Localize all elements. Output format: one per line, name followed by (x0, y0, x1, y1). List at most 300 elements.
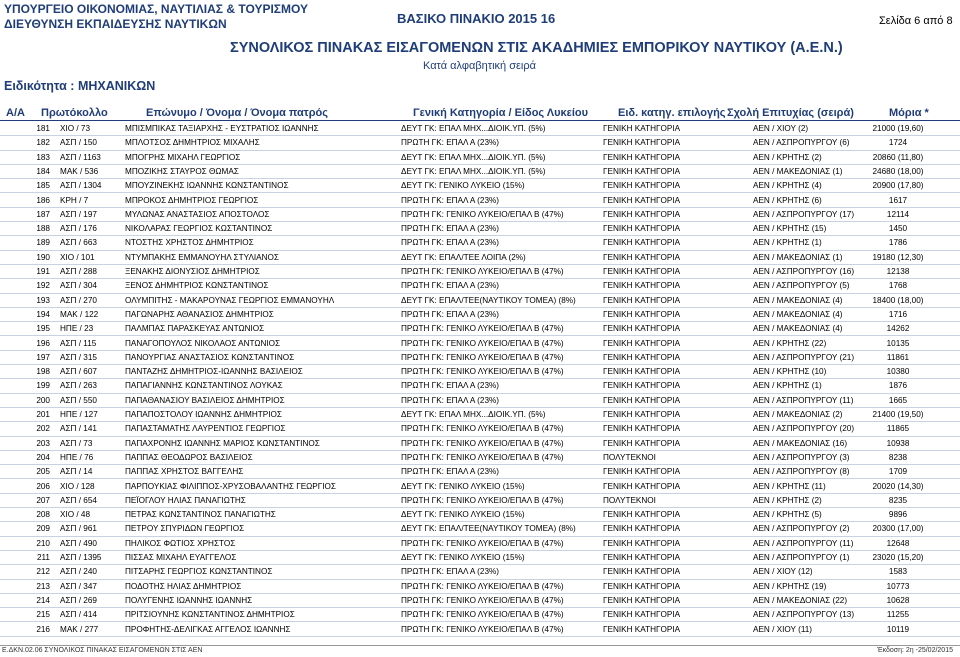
cell-points: 10135 (886, 338, 910, 348)
basic-table-title: ΒΑΣΙΚΟ ΠΙΝΑΚΙΟ 2015 16 (397, 11, 556, 26)
table-row (0, 379, 960, 393)
cell-school: ΑΕΝ / ΑΣΠΡΟΠΥΡΓΟΥ (17) (753, 209, 855, 219)
cell-name: ΝΤΥΜΠΑΚΗΣ ΕΜΜΑΝΟΥΗΛ ΣΤΥΛΙΑΝΟΣ (125, 252, 279, 262)
cell-category: ΠΡΩΤΗ ΓΚ: ΓΕΝΙΚΟ ΛΥΚΕΙΟ/ΕΠΑΛ Β (47%) (401, 338, 564, 348)
cell-number: 193 (36, 295, 50, 305)
cell-category: ΠΡΩΤΗ ΓΚ: ΓΕΝΙΚΟ ΛΥΚΕΙΟ/ΕΠΑΛ Β (47%) (401, 595, 564, 605)
table-row (0, 551, 960, 565)
cell-school: ΑΕΝ / ΑΣΠΡΟΠΥΡΓΟΥ (11) (753, 538, 854, 548)
cell-category: ΠΡΩΤΗ ΓΚ: ΕΠΑΛ Α (23%) (401, 381, 500, 391)
cell-points: 1665 (888, 395, 908, 405)
cell-category: ΔΕΥΤ ΓΚ: ΓΕΝΙΚΟ ΛΥΚΕΙΟ (15%) (401, 510, 525, 520)
cell-selection-type: ΓΕΝΙΚΗ ΚΑΤΗΓΟΡΙΑ (603, 267, 681, 276)
cell-category: ΠΡΩΤΗ ΓΚ: ΓΕΝΙΚΟ ΛΥΚΕΙΟ/ΕΠΑΛ Β (47%) (401, 610, 564, 620)
cell-number: 208 (36, 510, 50, 520)
cell-name: ΜΥΛΩΝΑΣ ΑΝΑΣΤΑΣΙΟΣ ΑΠΟΣΤΟΛΟΣ (125, 209, 270, 219)
cell-number: 192 (36, 281, 50, 291)
cell-category: ΠΡΩΤΗ ΓΚ: ΕΠΑΛ Α (23%) (401, 309, 500, 319)
table-row (0, 308, 960, 322)
cell-name: ΟΛΥΜΠΙΤΗΣ - ΜΑΚΑΡΟΥΝΑΣ ΓΕΩΡΓΙΟΣ ΕΜΜΑΝΟΥΗΛ (125, 295, 335, 305)
cell-school: ΑΕΝ / ΧΙΟΥ (12) (753, 567, 813, 577)
cell-name: ΠΑΠΑΘΑΝΑΣΙΟΥ ΒΑΣΙΛΕΙΟΣ ΔΗΜΗΤΡΙΟΣ (125, 395, 285, 405)
cell-protocol: ΑΣΠ / 663 (60, 238, 97, 248)
cell-school: ΑΕΝ / ΚΡΗΤΗΣ (2) (753, 152, 822, 162)
cell-name: ΠΗΛΙΚΟΣ ΦΩΤΙΟΣ ΧΡΗΣΤΟΣ (125, 538, 236, 548)
cell-category: ΠΡΩΤΗ ΓΚ: ΕΠΑΛ Α (23%) (401, 238, 500, 248)
table-row (0, 136, 960, 150)
cell-selection-type: ΓΕΝΙΚΗ ΚΑΤΗΓΟΡΙΑ (603, 595, 681, 605)
cell-number: 183 (36, 152, 50, 162)
cell-points: 1709 (888, 467, 908, 477)
cell-category: ΔΕΥΤ ΓΚ: ΕΠΑΛ ΜΗΧ...ΔΙΟΙΚ.ΥΠ. (5%) (401, 152, 546, 162)
cell-points: 20300 (17,00) (872, 524, 924, 534)
cell-protocol: ΑΣΠ / 1304 (60, 181, 102, 191)
cell-category: ΠΡΩΤΗ ΓΚ: ΓΕΝΙΚΟ ΛΥΚΕΙΟ/ΕΠΑΛ Β (47%) (401, 538, 564, 548)
col-header-category: Γενική Κατηγορία / Είδος Λυκείου (413, 107, 589, 119)
cell-number: 212 (36, 567, 50, 577)
cell-protocol: ΜΑΚ / 536 (60, 166, 99, 176)
cell-number: 207 (36, 495, 50, 505)
cell-protocol: ΜΑΚ / 122 (60, 309, 99, 319)
cell-points: 12138 (886, 267, 910, 276)
table-row (0, 165, 960, 179)
cell-school: ΑΕΝ / ΑΣΠΡΟΠΥΡΓΟΥ (8) (753, 467, 850, 477)
cell-protocol: ΑΣΠ / 607 (60, 367, 97, 377)
cell-category: ΔΕΥΤ ΓΚ: ΕΠΑΛ/ΤΕΕ(ΝΑΥΤΙΚΟΥ ΤΟΜΕΑ) (8%) (401, 295, 576, 305)
cell-points: 12114 (886, 209, 910, 219)
table-row (0, 565, 960, 579)
cell-number: 206 (36, 481, 50, 491)
table-row (0, 394, 960, 408)
cell-category: ΔΕΥΤ ΓΚ: ΕΠΑΛ/ΤΕΕ(ΝΑΥΤΙΚΟΥ ΤΟΜΕΑ) (8%) (401, 524, 576, 534)
cell-number: 201 (36, 410, 50, 419)
table-row (0, 408, 960, 422)
cell-points: 1768 (888, 281, 908, 291)
cell-school: ΑΕΝ / ΑΣΠΡΟΠΥΡΓΟΥ (1) (753, 553, 850, 562)
cell-selection-type: ΓΕΝΙΚΗ ΚΑΤΗΓΟΡΙΑ (603, 338, 681, 348)
footer-version: Έκδοση: 2η -25/02/2015 (877, 647, 953, 654)
cell-school: ΑΕΝ / ΜΑΚΕΔΟΝΙΑΣ (4) (753, 295, 843, 305)
table-row (0, 179, 960, 193)
cell-name: ΠΙΤΣΑΡΗΣ ΓΕΩΡΓΙΟΣ ΚΩΝΣΤΑΝΤΙΝΟΣ (125, 567, 273, 577)
cell-selection-type: ΓΕΝΙΚΗ ΚΑΤΗΓΟΡΙΑ (603, 438, 681, 448)
cell-school: ΑΕΝ / ΑΣΠΡΟΠΥΡΓΟΥ (3) (753, 452, 850, 462)
cell-category: ΔΕΥΤ ΓΚ: ΕΠΑΛ ΜΗΧ...ΔΙΟΙΚ.ΥΠ. (5%) (401, 166, 546, 176)
cell-category: ΠΡΩΤΗ ΓΚ: ΕΠΑΛ Α (23%) (401, 224, 500, 234)
cell-school: ΑΕΝ / ΚΡΗΤΗΣ (5) (753, 510, 822, 520)
cell-selection-type: ΓΕΝΙΚΗ ΚΑΤΗΓΟΡΙΑ (603, 481, 681, 491)
cell-school: ΑΕΝ / ΜΑΚΕΔΟΝΙΑΣ (1) (753, 166, 843, 176)
cell-selection-type: ΓΕΝΙΚΗ ΚΑΤΗΓΟΡΙΑ (603, 252, 681, 262)
cell-number: 214 (36, 595, 50, 605)
cell-school: ΑΕΝ / ΑΣΠΡΟΠΥΡΓΟΥ (21) (753, 352, 855, 362)
cell-selection-type: ΓΕΝΙΚΗ ΚΑΤΗΓΟΡΙΑ (603, 624, 681, 634)
cell-school: ΑΕΝ / ΜΑΚΕΔΟΝΙΑΣ (1) (753, 252, 843, 262)
cell-category: ΠΡΩΤΗ ΓΚ: ΓΕΝΙΚΟ ΛΥΚΕΙΟ/ΕΠΑΛ Β (47%) (401, 267, 564, 276)
cell-selection-type: ΓΕΝΙΚΗ ΚΑΤΗΓΟΡΙΑ (603, 524, 681, 534)
cell-protocol: ΗΠΕ / 23 (60, 324, 94, 334)
cell-number: 200 (36, 395, 50, 405)
cell-category: ΔΕΥΤ ΓΚ: ΓΕΝΙΚΟ ΛΥΚΕΙΟ (15%) (401, 553, 525, 562)
col-header-name: Επώνυμο / Όνομα / Όνομα πατρός (146, 107, 328, 119)
table-row (0, 580, 960, 594)
cell-number: 203 (36, 438, 50, 448)
cell-number: 198 (36, 367, 50, 377)
cell-category: ΔΕΥΤ ΓΚ: ΓΕΝΙΚΟ ΛΥΚΕΙΟ (15%) (401, 481, 525, 491)
cell-selection-type: ΓΕΝΙΚΗ ΚΑΤΗΓΟΡΙΑ (603, 309, 681, 319)
cell-name: ΠΑΠΑΓΙΑΝΝΗΣ ΚΩΝΣΤΑΝΤΙΝΟΣ ΛΟΥΚΑΣ (125, 381, 283, 391)
cell-protocol: ΑΣΠ / 240 (60, 567, 97, 577)
cell-name: ΠΑΓΩΝΑΡΗΣ ΑΘΑΝΑΣΙΟΣ ΔΗΜΗΤΡΙΟΣ (125, 309, 274, 319)
cell-protocol: ΑΣΠ / 141 (60, 424, 97, 434)
cell-points: 10119 (886, 624, 910, 634)
cell-protocol: ΑΣΠ / 347 (60, 581, 97, 591)
cell-protocol: ΑΣΠ / 1395 (60, 553, 102, 562)
table-row (0, 294, 960, 308)
cell-school: ΑΕΝ / ΚΡΗΤΗΣ (22) (753, 338, 827, 348)
cell-protocol: ΧΙΟ / 101 (60, 252, 95, 262)
cell-school: ΑΕΝ / ΜΑΚΕΔΟΝΙΑΣ (4) (753, 309, 843, 319)
table-row (0, 151, 960, 165)
cell-name: ΝΙΚΟΛΑΡΑΣ ΓΕΩΡΓΙΟΣ ΚΩΣΤΑΝΤΙΝΟΣ (125, 224, 273, 234)
cell-school: ΑΕΝ / ΑΣΠΡΟΠΥΡΓΟΥ (11) (753, 395, 854, 405)
cell-selection-type: ΓΕΝΙΚΗ ΚΑΤΗΓΟΡΙΑ (603, 195, 681, 205)
cell-selection-type: ΓΕΝΙΚΗ ΚΑΤΗΓΟΡΙΑ (603, 410, 681, 419)
cell-points: 1716 (888, 309, 908, 319)
cell-school: ΑΕΝ / ΚΡΗΤΗΣ (10) (753, 367, 827, 377)
cell-school: ΑΕΝ / ΑΣΠΡΟΠΥΡΓΟΥ (5) (753, 281, 850, 291)
cell-category: ΠΡΩΤΗ ΓΚ: ΓΕΝΙΚΟ ΛΥΚΕΙΟ/ΕΠΑΛ Β (47%) (401, 367, 564, 377)
table-row (0, 437, 960, 451)
table-row (0, 194, 960, 208)
cell-school: ΑΕΝ / ΚΡΗΤΗΣ (19) (753, 581, 827, 591)
cell-number: 196 (36, 338, 50, 348)
cell-name: ΠΑΡΠΟΥΚΙΑΣ ΦΙΛΙΠΠΟΣ-ΧΡΥΣΟΒΑΛΑΝΤΗΣ ΓΕΩΡΓΙΟΣ (125, 481, 336, 491)
cell-category: ΠΡΩΤΗ ΓΚ: ΕΠΑΛ Α (23%) (401, 567, 500, 577)
cell-school: ΑΕΝ / ΑΣΠΡΟΠΥΡΓΟΥ (20) (753, 424, 855, 434)
page-number: Σελίδα 6 από 8 (879, 15, 953, 27)
table-row (0, 508, 960, 522)
cell-category: ΠΡΩΤΗ ΓΚ: ΓΕΝΙΚΟ ΛΥΚΕΙΟ/ΕΠΑΛ Β (47%) (401, 581, 564, 591)
cell-name: ΜΠΟΖΙΚΗΣ ΣΤΑΥΡΟΣ ΘΩΜΑΣ (125, 166, 239, 176)
cell-points: 11861 (886, 352, 910, 362)
cell-number: 204 (36, 452, 50, 462)
cell-points: 18400 (18,00) (872, 295, 924, 305)
cell-protocol: ΑΣΠ / 414 (60, 610, 97, 620)
table-row (0, 337, 960, 351)
footer-document-code: Ε.ΔΚΝ.02.06 ΣΥΝΟΛΙΚΟΣ ΠΙΝΑΚΑΣ ΕΙΣΑΓΟΜΕΝΩΝ ΣΤΙΣ ΑΕΝ (2, 647, 203, 654)
cell-protocol: ΑΣΠ / 550 (60, 395, 97, 405)
cell-number: 209 (36, 524, 50, 534)
cell-protocol: ΑΣΠ / 150 (60, 138, 97, 148)
cell-protocol: ΚΡΗ / 7 (60, 195, 89, 205)
table-row (0, 494, 960, 508)
cell-selection-type: ΓΕΝΙΚΗ ΚΑΤΗΓΟΡΙΑ (603, 166, 681, 176)
cell-name: ΜΠΟΥΖΙΝΕΚΗΣ ΙΩΑΝΝΗΣ ΚΩΝΣΤΑΝΤΙΝΟΣ (125, 181, 289, 191)
table-row (0, 222, 960, 236)
cell-name: ΞΕΝΑΚΗΣ ΔΙΟΝΥΣΙΟΣ ΔΗΜΗΤΡΙΟΣ (125, 267, 260, 276)
cell-selection-type: ΓΕΝΙΚΗ ΚΑΤΗΓΟΡΙΑ (603, 281, 681, 291)
cell-name: ΜΠΡΟΚΟΣ ΔΗΜΗΤΡΙΟΣ ΓΕΩΡΓΙΟΣ (125, 195, 259, 205)
cell-name: ΠΑΠΠΑΣ ΧΡΗΣΤΟΣ ΒΑΓΓΕΛΗΣ (125, 467, 244, 477)
cell-number: 195 (36, 324, 50, 334)
cell-points: 21000 (19,60) (872, 124, 924, 133)
cell-name: ΠΕΤΡΑΣ ΚΩΝΣΤΑΝΤΙΝΟΣ ΠΑΝΑΓΙΩΤΗΣ (125, 510, 276, 520)
sort-order-label: Κατά αλφαβητική σειρά (423, 60, 536, 72)
cell-name: ΠΑΠΑΠΟΣΤΟΛΟΥ ΙΩΑΝΝΗΣ ΔΗΜΗΤΡΙΟΣ (125, 410, 282, 419)
cell-number: 213 (36, 581, 50, 591)
cell-selection-type: ΓΕΝΙΚΗ ΚΑΤΗΓΟΡΙΑ (603, 209, 681, 219)
header-divider (0, 120, 960, 121)
cell-category: ΠΡΩΤΗ ΓΚ: ΓΕΝΙΚΟ ΛΥΚΕΙΟ/ΕΠΑΛ Β (47%) (401, 438, 564, 448)
cell-points: 1617 (888, 195, 908, 205)
cell-selection-type: ΓΕΝΙΚΗ ΚΑΤΗΓΟΡΙΑ (603, 510, 681, 520)
table-row (0, 623, 960, 637)
cell-number: 211 (36, 553, 50, 562)
cell-selection-type: ΓΕΝΙΚΗ ΚΑΤΗΓΟΡΙΑ (603, 238, 681, 248)
cell-selection-type: ΓΕΝΙΚΗ ΚΑΤΗΓΟΡΙΑ (603, 367, 681, 377)
cell-name: ΠΙΣΣΑΣ ΜΙΧΑΗΛ ΕΥΑΓΓΕΛΟΣ (125, 553, 237, 562)
cell-points: 1450 (888, 224, 908, 234)
cell-school: ΑΕΝ / ΚΡΗΤΗΣ (11) (753, 481, 826, 491)
cell-protocol: ΑΣΠ / 1163 (60, 152, 101, 162)
cell-number: 190 (36, 252, 50, 262)
cell-number: 210 (36, 538, 50, 548)
col-header-school: Σχολή Επιτυχίας (σειρά) (727, 107, 854, 119)
table-row (0, 522, 960, 536)
cell-name: ΠΑΠΠΑΣ ΘΕΟΔΩΡΟΣ ΒΑΣΙΛΕΙΟΣ (125, 452, 253, 462)
cell-school: ΑΕΝ / ΚΡΗΤΗΣ (6) (753, 195, 822, 205)
cell-selection-type: ΓΕΝΙΚΗ ΚΑΤΗΓΟΡΙΑ (603, 610, 681, 620)
cell-school: ΑΕΝ / ΚΡΗΤΗΣ (1) (753, 238, 822, 248)
cell-selection-type: ΓΕΝΙΚΗ ΚΑΤΗΓΟΡΙΑ (603, 152, 681, 162)
cell-school: ΑΕΝ / ΜΑΚΕΔΟΝΙΑΣ (16) (753, 438, 848, 448)
cell-number: 194 (36, 309, 50, 319)
cell-protocol: ΑΣΠ / 176 (60, 224, 97, 234)
cell-name: ΠΟΔΟΤΗΣ ΗΛΙΑΣ ΔΗΜΗΤΡΙΟΣ (125, 581, 242, 591)
cell-points: 9896 (888, 510, 908, 520)
cell-protocol: ΧΙΟ / 73 (60, 124, 91, 133)
cell-points: 1876 (888, 381, 908, 391)
cell-selection-type: ΓΕΝΙΚΗ ΚΑΤΗΓΟΡΙΑ (603, 581, 681, 591)
cell-points: 20900 (17,80) (872, 181, 924, 191)
cell-selection-type: ΓΕΝΙΚΗ ΚΑΤΗΓΟΡΙΑ (603, 567, 681, 577)
footer-divider (0, 645, 960, 646)
ministry-title: ΥΠΟΥΡΓΕΙΟ ΟΙΚΟΝΟΜΙΑΣ, ΝΑΥΤΙΛΙΑΣ & ΤΟΥΡΙΣΜΟΥ (4, 2, 308, 16)
table-row (0, 594, 960, 608)
cell-protocol: ΑΣΠ / 73 (60, 438, 93, 448)
cell-name: ΠΕΪΟΓΛΟΥ ΗΛΙΑΣ ΠΑΝΑΓΙΩΤΗΣ (125, 495, 246, 505)
cell-selection-type: ΠΟΛΥΤΕΚΝΟΙ (603, 495, 656, 505)
cell-points: 20860 (11,80) (872, 152, 924, 162)
cell-protocol: ΗΠΕ / 127 (60, 410, 98, 419)
cell-name: ΠΑΝΤΑΖΗΣ ΔΗΜΗΤΡΙΟΣ-ΙΩΑΝΝΗΣ ΒΑΣΙΛΕΙΟΣ (125, 367, 303, 377)
cell-school: ΑΕΝ / ΑΣΠΡΟΠΥΡΓΟΥ (13) (753, 610, 855, 620)
cell-category: ΠΡΩΤΗ ΓΚ: ΕΠΑΛ Α (23%) (401, 281, 500, 291)
cell-name: ΝΤΟΣΤΗΣ ΧΡΗΣΤΟΣ ΔΗΜΗΤΡΙΟΣ (125, 238, 254, 248)
cell-category: ΠΡΩΤΗ ΓΚ: ΕΠΑΛ Α (23%) (401, 467, 500, 477)
cell-protocol: ΑΣΠ / 263 (60, 381, 97, 391)
cell-protocol: ΑΣΠ / 288 (60, 267, 97, 276)
cell-number: 186 (36, 195, 50, 205)
cell-name: ΠΑΠΑΣΤΑΜΑΤΗΣ ΛΑΥΡΕΝΤΙΟΣ ΓΕΩΡΓΙΟΣ (125, 424, 286, 434)
cell-school: ΑΕΝ / ΑΣΠΡΟΠΥΡΓΟΥ (16) (753, 267, 855, 276)
cell-selection-type: ΠΟΛΥΤΕΚΝΟΙ (603, 452, 656, 462)
cell-selection-type: ΓΕΝΙΚΗ ΚΑΤΗΓΟΡΙΑ (603, 395, 681, 405)
cell-protocol: ΑΣΠ / 490 (60, 538, 97, 548)
cell-category: ΔΕΥΤ ΓΚ: ΕΠΑΛ ΜΗΧ...ΔΙΟΙΚ.ΥΠ. (5%) (401, 410, 546, 419)
cell-number: 188 (36, 224, 50, 234)
cell-protocol: ΗΠΕ / 76 (60, 452, 94, 462)
cell-points: 24680 (18,00) (872, 166, 924, 176)
table-row (0, 251, 960, 265)
cell-category: ΔΕΥΤ ΓΚ: ΕΠΑΛ/ΤΕΕ ΛΟΙΠΑ (2%) (401, 252, 526, 262)
table-row (0, 351, 960, 365)
cell-category: ΠΡΩΤΗ ΓΚ: ΓΕΝΙΚΟ ΛΥΚΕΙΟ/ΕΠΑΛ Β (47%) (401, 352, 564, 362)
cell-points: 11255 (886, 610, 910, 620)
cell-school: ΑΕΝ / ΜΑΚΕΔΟΝΙΑΣ (2) (753, 410, 843, 419)
table-row (0, 279, 960, 293)
cell-name: ΠΡΙΤΣΙΟΥΝΗΣ ΚΩΝΣΤΑΝΤΙΝΟΣ ΔΗΜΗΤΡΙΟΣ (125, 610, 295, 620)
cell-selection-type: ΓΕΝΙΚΗ ΚΑΤΗΓΟΡΙΑ (603, 381, 681, 391)
cell-number: 199 (36, 381, 50, 391)
cell-category: ΠΡΩΤΗ ΓΚ: ΕΠΑΛ Α (23%) (401, 195, 500, 205)
cell-selection-type: ΓΕΝΙΚΗ ΚΑΤΗΓΟΡΙΑ (603, 224, 681, 234)
directorate-title: ΔΙΕΥΘΥΝΣΗ ΕΚΠΑΙΔΕΥΣΗΣ ΝΑΥΤΙΚΩΝ (4, 17, 227, 31)
cell-selection-type: ΓΕΝΙΚΗ ΚΑΤΗΓΟΡΙΑ (603, 295, 681, 305)
cell-points: 10773 (886, 581, 910, 591)
cell-points: 23020 (15,20) (872, 553, 924, 562)
cell-number: 216 (36, 624, 50, 634)
cell-points: 10628 (886, 595, 910, 605)
cell-protocol: ΑΣΠ / 269 (60, 595, 97, 605)
cell-points: 8235 (888, 495, 908, 505)
cell-number: 191 (36, 267, 50, 276)
cell-name: ΞΕΝΟΣ ΔΗΜΗΤΡΙΟΣ ΚΩΝΣΤΑΝΤΙΝΟΣ (125, 281, 269, 291)
cell-number: 184 (36, 166, 50, 176)
cell-name: ΠΑΛΜΠΑΣ ΠΑΡΑΣΚΕΥΑΣ ΑΝΤΩΝΙΟΣ (125, 324, 265, 334)
cell-category: ΠΡΩΤΗ ΓΚ: ΕΠΑΛ Α (23%) (401, 395, 500, 405)
cell-name: ΠΑΝΟΥΡΓΙΑΣ ΑΝΑΣΤΑΣΙΟΣ ΚΩΝΣΤΑΝΤΙΝΟΣ (125, 352, 295, 362)
table-row (0, 451, 960, 465)
cell-name: ΜΠΛΟΤΣΟΣ ΔΗΜΗΤΡΙΟΣ ΜΙΧΑΛΗΣ (125, 138, 260, 148)
cell-category: ΠΡΩΤΗ ΓΚ: ΓΕΝΙΚΟ ΛΥΚΕΙΟ/ΕΠΑΛ Β (47%) (401, 624, 564, 634)
cell-category: ΠΡΩΤΗ ΓΚ: ΓΕΝΙΚΟ ΛΥΚΕΙΟ/ΕΠΑΛ Β (47%) (401, 452, 564, 462)
cell-selection-type: ΓΕΝΙΚΗ ΚΑΤΗΓΟΡΙΑ (603, 553, 681, 562)
cell-name: ΜΠΙΣΜΠΙΚΑΣ ΤΑΞΙΑΡΧΗΣ - ΕΥΣΤΡΑΤΙΟΣ ΙΩΑΝΝΗΣ (125, 124, 319, 133)
cell-number: 189 (36, 238, 50, 248)
col-header-selection-type: Ειδ. κατηγ. επιλογής (618, 107, 726, 119)
table-row (0, 465, 960, 479)
cell-selection-type: ΓΕΝΙΚΗ ΚΑΤΗΓΟΡΙΑ (603, 124, 681, 133)
table-row (0, 422, 960, 436)
col-header-points: Μόρια * (889, 107, 929, 119)
cell-school: ΑΕΝ / ΚΡΗΤΗΣ (15) (753, 224, 827, 234)
cell-name: ΜΠΟΓΡΗΣ ΜΙΧΑΗΛ ΓΕΩΡΓΙΟΣ (125, 152, 241, 162)
cell-school: ΑΕΝ / ΑΣΠΡΟΠΥΡΓΟΥ (6) (753, 138, 850, 148)
cell-name: ΠΡΟΦΗΤΗΣ-ΔΕΛΙΓΚΑΣ ΑΓΓΕΛΟΣ ΙΩΑΝΝΗΣ (125, 624, 291, 634)
cell-protocol: ΧΙΟ / 128 (60, 481, 95, 491)
cell-points: 19180 (12,30) (872, 252, 924, 262)
page-title: ΣΥΝΟΛΙΚΟΣ ΠΙΝΑΚΑΣ ΕΙΣΑΓΟΜΕΝΩΝ ΣΤΙΣ ΑΚΑΔΗΜΙΕΣ ΕΜΠΟΡΙΚΟΥ ΝΑΥΤΙΚΟΥ (Α.Ε.Ν.) (230, 40, 843, 56)
cell-selection-type: ΓΕΝΙΚΗ ΚΑΤΗΓΟΡΙΑ (603, 352, 681, 362)
cell-category: ΔΕΥΤ ΓΚ: ΓΕΝΙΚΟ ΛΥΚΕΙΟ (15%) (401, 181, 525, 191)
cell-points: 1786 (888, 238, 908, 248)
cell-category: ΠΡΩΤΗ ΓΚ: ΓΕΝΙΚΟ ΛΥΚΕΙΟ/ΕΠΑΛ Β (47%) (401, 209, 564, 219)
cell-number: 215 (36, 610, 50, 620)
table-row (0, 537, 960, 551)
cell-name: ΠΕΤΡΟΥ ΣΠΥΡΙΔΩΝ ΓΕΩΡΓΙΟΣ (125, 524, 245, 534)
cell-category: ΔΕΥΤ ΓΚ: ΕΠΑΛ ΜΗΧ...ΔΙΟΙΚ.ΥΠ. (5%) (401, 124, 546, 133)
cell-number: 187 (36, 209, 50, 219)
table-row (0, 236, 960, 250)
table-row (0, 608, 960, 622)
cell-name: ΠΟΛΥΓΕΝΗΣ ΙΩΑΝΝΗΣ ΙΩΑΝΝΗΣ (125, 595, 253, 605)
cell-points: 1724 (888, 138, 908, 148)
table-row (0, 265, 960, 279)
cell-school: ΑΕΝ / ΧΙΟΥ (2) (753, 124, 809, 133)
table-row (0, 322, 960, 336)
cell-number: 185 (36, 181, 50, 191)
cell-protocol: ΑΣΠ / 654 (60, 495, 97, 505)
cell-school: ΑΕΝ / ΜΑΚΕΔΟΝΙΑΣ (4) (753, 324, 843, 334)
cell-category: ΠΡΩΤΗ ΓΚ: ΓΕΝΙΚΟ ΛΥΚΕΙΟ/ΕΠΑΛ Β (47%) (401, 324, 564, 334)
cell-school: ΑΕΝ / ΚΡΗΤΗΣ (1) (753, 381, 822, 391)
cell-protocol: ΑΣΠ / 961 (60, 524, 97, 534)
cell-selection-type: ΓΕΝΙΚΗ ΚΑΤΗΓΟΡΙΑ (603, 324, 681, 334)
cell-protocol: ΑΣΠ / 14 (60, 467, 93, 477)
cell-selection-type: ΓΕΝΙΚΗ ΚΑΤΗΓΟΡΙΑ (603, 538, 681, 548)
cell-category: ΠΡΩΤΗ ΓΚ: ΕΠΑΛ Α (23%) (401, 138, 500, 148)
cell-school: ΑΕΝ / ΑΣΠΡΟΠΥΡΓΟΥ (2) (753, 524, 850, 534)
cell-selection-type: ΓΕΝΙΚΗ ΚΑΤΗΓΟΡΙΑ (603, 424, 681, 434)
cell-points: 1583 (888, 567, 908, 577)
specialty-label: Ειδικότητα : ΜΗΧΑΝΙΚΩΝ (4, 79, 156, 93)
cell-points: 14262 (886, 324, 910, 334)
cell-protocol: ΑΣΠ / 115 (60, 338, 97, 348)
col-header-aa: Α/Α (6, 107, 25, 119)
cell-protocol: ΑΣΠ / 270 (60, 295, 97, 305)
cell-school: ΑΕΝ / ΚΡΗΤΗΣ (4) (753, 181, 822, 191)
col-header-protocol: Πρωτόκολλο (41, 107, 108, 119)
table-row (0, 208, 960, 222)
cell-school: ΑΕΝ / ΧΙΟΥ (11) (753, 624, 813, 634)
cell-school: ΑΕΝ / ΚΡΗΤΗΣ (2) (753, 495, 822, 505)
cell-points: 10380 (886, 367, 910, 377)
cell-points: 11865 (886, 424, 910, 434)
cell-points: 12648 (886, 538, 910, 548)
cell-protocol: ΧΙΟ / 48 (60, 510, 91, 520)
cell-number: 205 (36, 467, 50, 477)
cell-protocol: ΑΣΠ / 315 (60, 352, 97, 362)
cell-protocol: ΜΑΚ / 277 (60, 624, 99, 634)
table-row (0, 480, 960, 494)
cell-points: 10938 (886, 438, 910, 448)
cell-selection-type: ΓΕΝΙΚΗ ΚΑΤΗΓΟΡΙΑ (603, 467, 681, 477)
table-row (0, 122, 960, 136)
cell-category: ΠΡΩΤΗ ΓΚ: ΓΕΝΙΚΟ ΛΥΚΕΙΟ/ΕΠΑΛ Β (47%) (401, 424, 564, 434)
cell-selection-type: ΓΕΝΙΚΗ ΚΑΤΗΓΟΡΙΑ (603, 138, 681, 148)
cell-selection-type: ΓΕΝΙΚΗ ΚΑΤΗΓΟΡΙΑ (603, 181, 681, 191)
cell-protocol: ΑΣΠ / 197 (60, 209, 97, 219)
cell-name: ΠΑΝΑΓΟΠΟΥΛΟΣ ΝΙΚΟΛΑΟΣ ΑΝΤΩΝΙΟΣ (125, 338, 281, 348)
cell-school: ΑΕΝ / ΜΑΚΕΔΟΝΙΑΣ (22) (753, 595, 848, 605)
cell-number: 182 (36, 138, 50, 148)
table-row (0, 365, 960, 379)
cell-points: 8238 (888, 452, 908, 462)
cell-number: 202 (36, 424, 50, 434)
cell-number: 181 (36, 124, 50, 133)
